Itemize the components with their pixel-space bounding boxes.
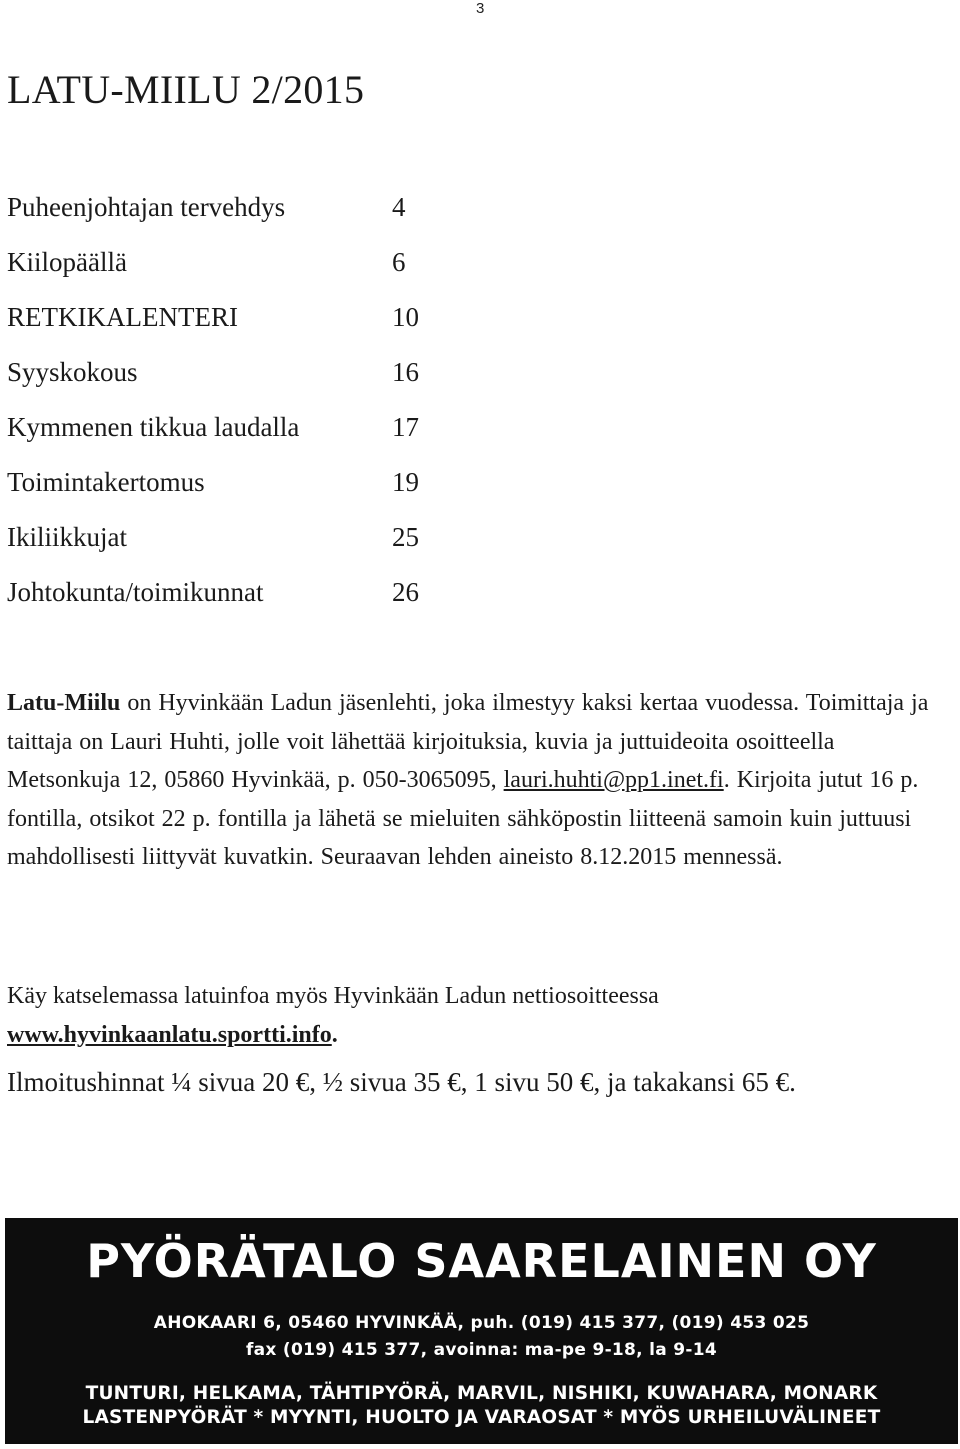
advertisement-banner bbox=[5, 1218, 958, 1444]
ad-brand-list bbox=[5, 1382, 958, 1430]
toc-row[interactable] bbox=[7, 522, 447, 577]
toc-entry-page: 16 bbox=[392, 357, 419, 387]
toc-entry-page: 4 bbox=[392, 192, 406, 222]
website-period: . bbox=[331, 1021, 338, 1048]
ad-services: LASTENPYÖRÄT * MYYNTI, HUOLTO JA VARAOSAT * MYÖS URHEILUVÄLINEET bbox=[82, 1407, 881, 1428]
website-paragraph bbox=[7, 977, 952, 1054]
ad-address: AHOKAARI 6, 05460 HYVINKÄÄ, puh. (019) 415 377, (019) 453 025 bbox=[153, 1313, 810, 1333]
magazine-name: Latu-Miilu bbox=[7, 690, 121, 716]
page-number: 3 bbox=[476, 0, 485, 17]
toc-entry-title: Kiilopäällä bbox=[7, 247, 127, 277]
ad-prices: Ilmoitushinnat ¼ sivua 20 €, ½ sivua 35 €, 1 sivu 50 €, ja takakansi 65 €. bbox=[7, 1067, 796, 1097]
intro-text-continued: . Kirjoita jutut 16 p. fontilla, otsikot 22 p. fontilla ja lähetä se mieluiten sähköpostin liitteenä samoin kuin juttuusi mahdollisesti liittyvät kuvatkin. Seuraavan lehden aineisto 8.12.2015 mennessä. bbox=[7, 767, 919, 870]
intro-text: on Hyvinkään Ladun jäsenlehti, joka ilmestyy kaksi kertaa vuodessa. Toimittaja ja taittaja on Lauri Huhti, jolle voit lähettää kirjoituksia, kuvia ja juttuideoita osoitteella Metsonkuja 12, 05860 Hyvinkää, p. 050-3065095, bbox=[7, 690, 929, 793]
toc-entry-page: 26 bbox=[392, 577, 419, 607]
website-link[interactable]: www.hyvinkaanlatu.sportti.info bbox=[7, 1021, 332, 1048]
toc-entry-title: Kymmenen tikkua laudalla bbox=[7, 412, 300, 442]
toc-entry-title: Ikiliikkujat bbox=[7, 522, 127, 552]
toc-row[interactable] bbox=[7, 247, 447, 302]
ad-brands: TUNTURI, HELKAMA, TÄHTIPYÖRÄ, MARVIL, NISHIKI, KUWAHARA, MONARK bbox=[85, 1383, 878, 1404]
website-intro-text: Käy katselemassa latuinfoa myös Hyvinkään Ladun nettiosoitteessa bbox=[7, 983, 659, 1009]
intro-paragraph bbox=[7, 684, 952, 877]
toc-entry-title: Toimintakertomus bbox=[7, 467, 205, 497]
toc-entry-title: Johtokunta/toimikunnat bbox=[7, 577, 264, 607]
toc-entry-title: Syyskokous bbox=[7, 357, 138, 387]
toc-row[interactable] bbox=[7, 467, 447, 522]
toc-entry-page: 10 bbox=[392, 302, 419, 332]
toc-entry-page: 25 bbox=[392, 522, 419, 552]
ad-contact-info bbox=[5, 1310, 958, 1364]
toc-entry-page: 17 bbox=[392, 412, 419, 442]
email-link[interactable]: lauri.huhti@pp1.inet.fi bbox=[503, 767, 724, 793]
ad-hours: fax (019) 415 377, avoinna: ma-pe 9-18, la 9-14 bbox=[245, 1340, 718, 1360]
table-of-contents bbox=[7, 192, 447, 632]
toc-row[interactable] bbox=[7, 357, 447, 412]
toc-entry-page: 6 bbox=[392, 247, 406, 277]
toc-row[interactable] bbox=[7, 302, 447, 357]
toc-row[interactable] bbox=[7, 192, 447, 247]
page-title: LATU-MIILU 2/2015 bbox=[7, 67, 365, 112]
toc-row[interactable] bbox=[7, 577, 447, 632]
toc-row[interactable] bbox=[7, 412, 447, 467]
ad-company-name: PYÖRÄTALO SAARELAINEN OY bbox=[86, 1234, 877, 1288]
toc-entry-title: RETKIKALENTERI bbox=[7, 302, 238, 332]
toc-entry-page: 19 bbox=[392, 467, 419, 497]
toc-entry-title: Puheenjohtajan tervehdys bbox=[7, 192, 286, 222]
